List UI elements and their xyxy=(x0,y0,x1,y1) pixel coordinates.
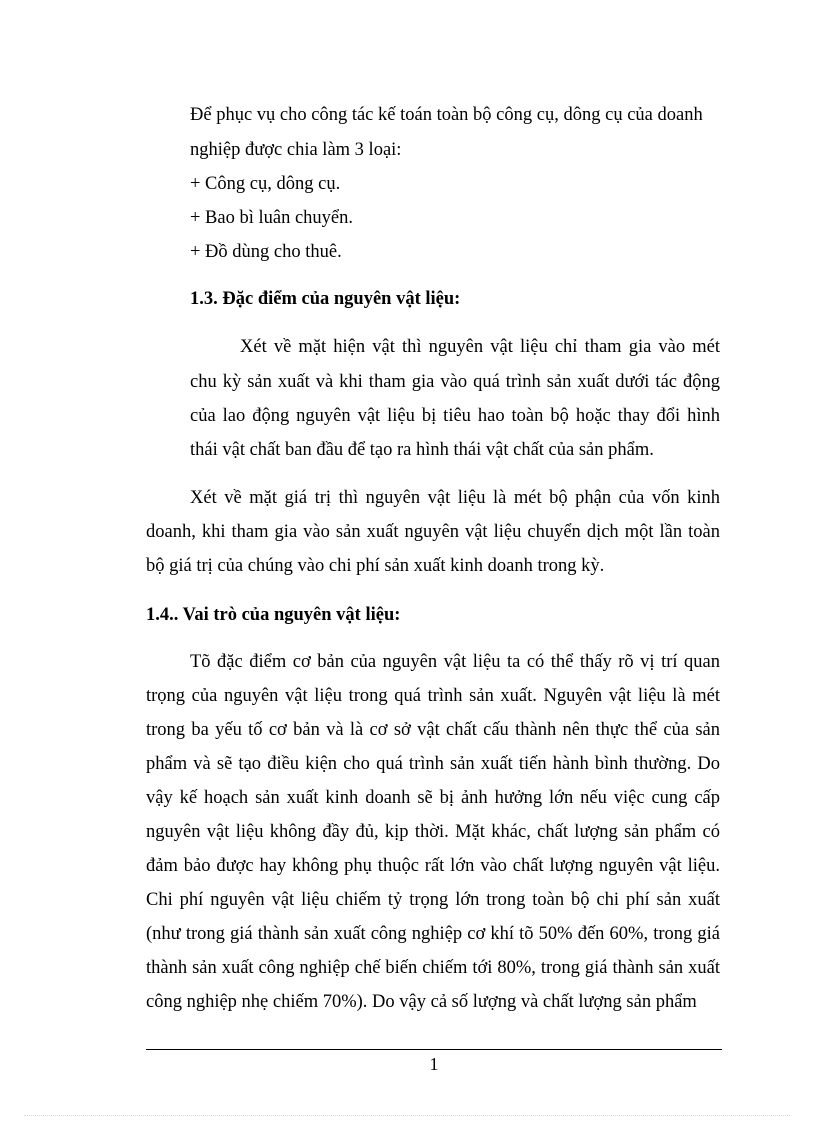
paragraph-line: thành sản xuất công nghiệp chế biến chiếm tới 80%, trong giá thành sản xuất xyxy=(146,958,720,978)
paragraph-line: nghiệp được chia làm 3 loại: xyxy=(190,140,402,160)
paragraph-line: Chi phí nguyên vật liệu chiếm tỷ trọng lớn trong toàn bộ chi phí sản xuất xyxy=(146,890,720,910)
paragraph-line: Xét về mặt giá trị thì nguyên vật liệu là mét bộ phận của vốn kinh xyxy=(190,488,720,508)
list-item: + Công cụ, dông cụ. xyxy=(190,174,341,194)
paragraph-line: Xét về mặt hiện vật thì nguyên vật liệu chỉ tham gia vào mét xyxy=(240,337,720,357)
paragraph-line: Tõ đặc điểm cơ bản của nguyên vật liệu ta có thể thấy rõ vị trí quan xyxy=(190,652,720,672)
paragraph-line: vậy kế hoạch sản xuất kinh doanh sẽ bị ảnh hưởng lớn nếu việc cung cấp xyxy=(146,788,720,808)
section-heading-1-4: 1.4.. Vai trò của nguyên vật liệu: xyxy=(146,605,401,625)
paragraph-line: trọng của nguyên vật liệu trong quá trình sản xuất. Nguyên vật liệu là mét xyxy=(146,686,720,706)
paragraph-line: thái vật chất ban đầu để tạo ra hình thái vật chất của sản phẩm. xyxy=(190,440,654,460)
paragraph-line: chu kỳ sản xuất và khi tham gia vào quá trình sản xuất dưới tác động xyxy=(190,372,720,392)
paragraph-line: nguyên vật liệu không đầy đủ, kịp thời. Mặt khác, chất lượng sản phẩm có xyxy=(146,822,720,842)
section-heading-1-3: 1.3. Đặc điểm của nguyên vật liệu: xyxy=(190,289,461,309)
page-edge-divider xyxy=(24,1115,790,1116)
paragraph-line: công nghiệp nhẹ chiếm 70%). Do vậy cả số lượng và chất lượng sản phẩm xyxy=(146,992,697,1012)
paragraph-line: doanh, khi tham gia vào sản xuất nguyên vật liệu chuyển dịch một lần toàn xyxy=(146,522,720,542)
list-item: + Bao bì luân chuyển. xyxy=(190,208,354,228)
paragraph-line: phẩm và sẽ tạo điều kiện cho quá trình sản xuất tiến hành bình thường. Do xyxy=(146,754,720,774)
paragraph-line: đảm bảo được hay không phụ thuộc rất lớn vào chất lượng nguyên vật liệu. xyxy=(146,856,720,876)
paragraph-line: Để phục vụ cho công tác kế toán toàn bộ công cụ, dông cụ của doanh xyxy=(190,105,703,125)
page-number: 1 xyxy=(429,1054,439,1074)
paragraph-line: (như trong giá thành sản xuất công nghiệp cơ khí tõ 50% đến 60%, trong giá xyxy=(146,924,720,944)
paragraph-line: của lao động nguyên vật liệu bị tiêu hao toàn bộ hoặc thay đổi hình xyxy=(190,406,720,426)
paragraph-line: trong ba yếu tố cơ bản và là cơ sở vật chất cấu thành nên thực thể của sản xyxy=(146,720,720,740)
paragraph-line: bộ giá trị của chúng vào chi phí sản xuất kinh doanh trong kỳ. xyxy=(146,556,605,576)
footer-divider xyxy=(146,1049,722,1050)
list-item: + Đồ dùng cho thuê. xyxy=(190,242,342,262)
